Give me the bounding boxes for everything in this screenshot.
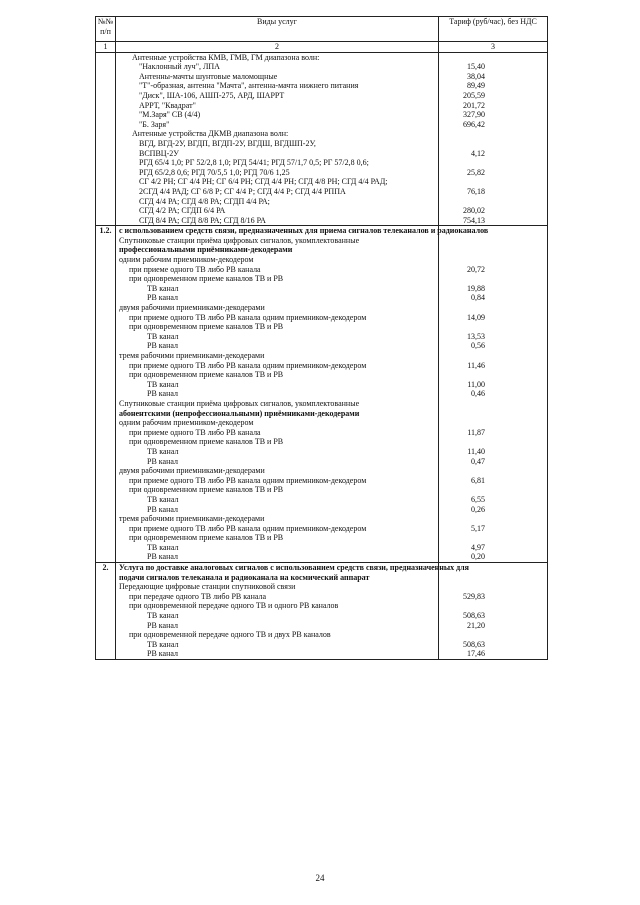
service-line: "Диск", ША-106, АШП-275, АРД, ШАРРТ — [139, 90, 285, 100]
header-col-services: Виды услуг — [116, 17, 439, 42]
tariff-value — [447, 274, 547, 284]
service-line: одним рабочим приемником-декодером — [119, 418, 254, 428]
tariff-value: 20,72 — [467, 264, 485, 274]
tariff-value — [447, 514, 547, 524]
tariff-value: 0,56 — [471, 341, 485, 351]
tariff-value: 6,55 — [471, 494, 485, 504]
service-line: Антенные устройства ДКМВ диапазона волн: — [132, 129, 289, 139]
tariff-value — [447, 573, 547, 583]
tariff-value: 201,72 — [463, 100, 485, 110]
tariff-value: 17,46 — [467, 649, 485, 659]
service-line: при приеме одного ТВ либо РВ канала — [129, 427, 261, 437]
tariff-value — [447, 399, 547, 409]
tariff-value: 696,42 — [463, 119, 485, 129]
service-line: СГД 4/4 РА; СГД 4/8 РА; СГДП 4/4 РА; — [139, 196, 270, 206]
service-description-cell — [116, 52, 439, 226]
tariff-value: 4,97 — [471, 542, 485, 552]
tariff-value: 89,49 — [467, 81, 485, 91]
service-line: тремя рабочими приемниками-декодерами — [119, 514, 265, 524]
service-line: Антенны-мачты шунтовые маломощные — [139, 71, 278, 81]
service-line: при одновременном приеме каналов ТВ и РВ — [129, 370, 284, 380]
service-line: тремя рабочими приемниками-декодерами — [119, 351, 265, 360]
service-line: РВ канал — [147, 649, 178, 659]
section-number — [96, 52, 116, 226]
tariff-value: 11,46 — [467, 360, 485, 370]
service-line: при передаче одного ТВ либо РВ канала — [129, 591, 267, 601]
tariff-value — [447, 630, 547, 640]
column-number-1: 1 — [96, 42, 116, 53]
tariff-value: 38,04 — [467, 71, 485, 81]
service-line: при приеме одного ТВ либо РВ канала одним приемником-декодером — [129, 360, 367, 370]
tariff-value: 754,13 — [463, 215, 485, 225]
service-line: "М.Заря" СВ (4/4) — [139, 110, 201, 120]
service-line: при приеме одного ТВ либо РВ канала одним приемником-декодером — [129, 312, 367, 322]
service-line: при одновременном приеме каналов ТВ и РВ — [129, 533, 284, 543]
service-line: ТВ канал — [147, 446, 179, 456]
tariff-value — [447, 351, 547, 361]
service-line: при одновременной передаче одного ТВ и двух РВ каналов — [129, 630, 331, 640]
table-header-row — [96, 17, 548, 42]
tariff-value: 0,46 — [471, 389, 485, 399]
service-line: РВ канал — [147, 456, 178, 466]
tariff-value — [447, 158, 547, 168]
service-line: РВ канал — [147, 620, 178, 630]
service-line: РГД 65/2,8 0,6; РГД 70/5,5 1,0; РГД 70/6 1,25 — [139, 167, 290, 177]
tariff-value: 529,83 — [463, 591, 485, 601]
service-line: ТВ канал — [147, 611, 179, 621]
page-number: 24 — [315, 873, 325, 883]
service-line: 2СГД 4/4 РАД; СГ 6/8 Р; СГ 4/4 Р; СГД 4/4 Р; СГД 4/4 РППА — [139, 186, 346, 196]
tariff-value: 76,18 — [467, 186, 485, 196]
service-line: абонентскими (непрофессиональными) приёмниками-декодерами — [119, 408, 360, 418]
tariff-value: 205,59 — [463, 90, 485, 100]
tariff-value — [447, 245, 547, 255]
service-line: профессиональными приёмниками-декодерами — [119, 245, 293, 255]
tariff-value: 13,53 — [467, 331, 485, 341]
tariff-value — [447, 533, 547, 543]
service-line: ВГД, ВГД-2У, ВГДП, ВГДП-2У, ВГДШ, ВГДШП-2У, — [139, 138, 316, 148]
service-line: при приеме одного ТВ либо РВ канала одним приемником-декодером — [129, 475, 367, 485]
tariff-value: 6,81 — [471, 475, 485, 485]
tariff-value — [447, 129, 547, 139]
service-line: подачи сигналов телеканала и радиоканала на космический аппарат — [119, 572, 370, 582]
tariff-value: 15,40 — [467, 62, 485, 72]
tariff-value: 280,02 — [463, 206, 485, 216]
tariff-value — [447, 485, 547, 495]
service-line: РВ канал — [147, 504, 178, 514]
service-line: при приеме одного ТВ либо РВ канала — [129, 264, 261, 274]
section-number: 2. — [96, 563, 116, 660]
tariff-value: 11,40 — [467, 446, 485, 456]
service-line: двумя рабочими приемниками-декодерами — [119, 466, 265, 476]
service-line: Услуга по доставке аналоговых сигналов с использованием средств связи, предназначенных для — [119, 563, 469, 573]
service-line: ТВ канал — [147, 331, 179, 341]
tariff-value: 11,00 — [467, 379, 485, 389]
tariff-value — [447, 466, 547, 476]
table-row — [96, 226, 548, 563]
service-line: РВ канал — [147, 293, 178, 303]
service-line: "Наклонный луч", ЛПА — [139, 62, 220, 72]
tariff-value: 327,90 — [463, 110, 485, 120]
service-line: при одновременном приеме каналов ТВ и РВ — [129, 437, 284, 447]
table-row — [96, 52, 548, 226]
service-line: двумя рабочими приемниками-декодерами — [119, 303, 265, 313]
tariff-value: 11,87 — [467, 427, 485, 437]
service-line: РВ канал — [147, 389, 178, 399]
tariff-value: 19,88 — [467, 283, 485, 293]
service-line: Спутниковые станции приёма цифровых сигналов, укомплектованные — [119, 398, 360, 408]
header-col-tariff: Тариф (руб/час), без НДС — [439, 17, 548, 42]
tariff-value — [447, 236, 547, 246]
section-number: 1.2. — [96, 226, 116, 563]
tariff-value — [447, 255, 547, 265]
table-column-numbers-row — [96, 42, 548, 53]
service-line: РВ канал — [147, 552, 178, 562]
tariff-value — [447, 53, 547, 63]
tariff-value: 4,12 — [471, 148, 485, 158]
service-line: при одновременном приеме каналов ТВ и РВ — [129, 274, 284, 284]
service-line: с использованием средств связи, предназначенных для приема сигналов телеканалов и радиоканалов — [119, 226, 489, 236]
tariff-value: 508,63 — [463, 639, 485, 649]
tariff-table — [95, 16, 548, 660]
tariff-value — [447, 197, 547, 207]
service-line: при одновременном приеме каналов ТВ и РВ — [129, 322, 284, 332]
service-line: ТВ канал — [147, 494, 179, 504]
tariff-value-cell — [439, 52, 548, 226]
service-line: ТВ канал — [147, 542, 179, 552]
tariff-value: 0,84 — [471, 293, 485, 303]
header-col-number: №№ п/п — [96, 17, 116, 42]
service-line: СГД 8/4 РА; СГД 8/8 РА; СГД 8/16 РА — [139, 215, 266, 225]
service-line: Спутниковые станции приёма цифровых сигналов, укомплектованные — [119, 235, 360, 245]
tariff-value: 0,20 — [471, 552, 485, 562]
service-line: "Б. Заря" — [139, 119, 170, 129]
tariff-value — [447, 370, 547, 380]
tariff-value — [447, 437, 547, 447]
service-line: при приеме одного ТВ либо РВ канала одним приемником-декодером — [129, 523, 367, 533]
table-row — [96, 563, 548, 660]
tariff-value — [447, 177, 547, 187]
service-line: ВСПВЦ-2У — [139, 148, 179, 158]
service-line: ТВ канал — [147, 639, 179, 649]
service-line: Передающие цифровые станции спутниковой связи — [119, 582, 296, 592]
tariff-value — [447, 601, 547, 611]
tariff-value-cell — [439, 226, 548, 563]
service-line: РВ канал — [147, 341, 178, 351]
tariff-value — [447, 322, 547, 332]
service-line: ТВ канал — [147, 283, 179, 293]
tariff-value: 0,47 — [471, 456, 485, 466]
service-line: одним рабочим приемником-декодером — [119, 255, 254, 265]
tariff-value: 508,63 — [463, 611, 485, 621]
service-line: при одновременной передаче одного ТВ и одного РВ каналов — [129, 601, 339, 611]
service-description-cell — [116, 563, 469, 660]
service-line: АРРТ, "Квадрат" — [139, 100, 196, 110]
tariff-value: 21,20 — [467, 620, 485, 630]
service-line: Антенные устройства КМВ, ГМВ, ГМ диапазона волн: — [132, 52, 320, 62]
service-line: "Т"-образная, антенна "Мачта", антенна-мачта нижнего питания — [139, 81, 359, 91]
service-line: РГД 65/4 1,0; РГ 52/2,8 1,0; РГД 54/41; РГД 57/1,7 0,5; РГ 57/2,8 0,6; — [139, 158, 369, 168]
tariff-value-cell — [439, 563, 548, 660]
column-number-2: 2 — [116, 42, 439, 53]
tariff-value — [447, 409, 547, 419]
tariff-value — [447, 582, 547, 592]
tariff-value: 14,09 — [467, 312, 485, 322]
tariff-value — [447, 139, 547, 149]
tariff-value: 5,17 — [471, 523, 485, 533]
tariff-value — [447, 418, 547, 428]
tariff-value: 0,26 — [471, 504, 485, 514]
service-line: ТВ канал — [147, 379, 179, 389]
service-line: СГД 4/2 РА; СГДП 6/4 РА — [139, 206, 226, 216]
tariff-value: 25,82 — [467, 167, 485, 177]
service-line: при одновременном приеме каналов ТВ и РВ — [129, 485, 284, 495]
tariff-value — [447, 303, 547, 313]
service-line: СГ 4/2 РН; СГ 4/4 РН; СГ 6/4 РН; СГД 4/4 РН; СГД 4/8 РН; СГД 4/4 РАД; — [139, 177, 388, 187]
column-number-3: 3 — [439, 42, 548, 53]
